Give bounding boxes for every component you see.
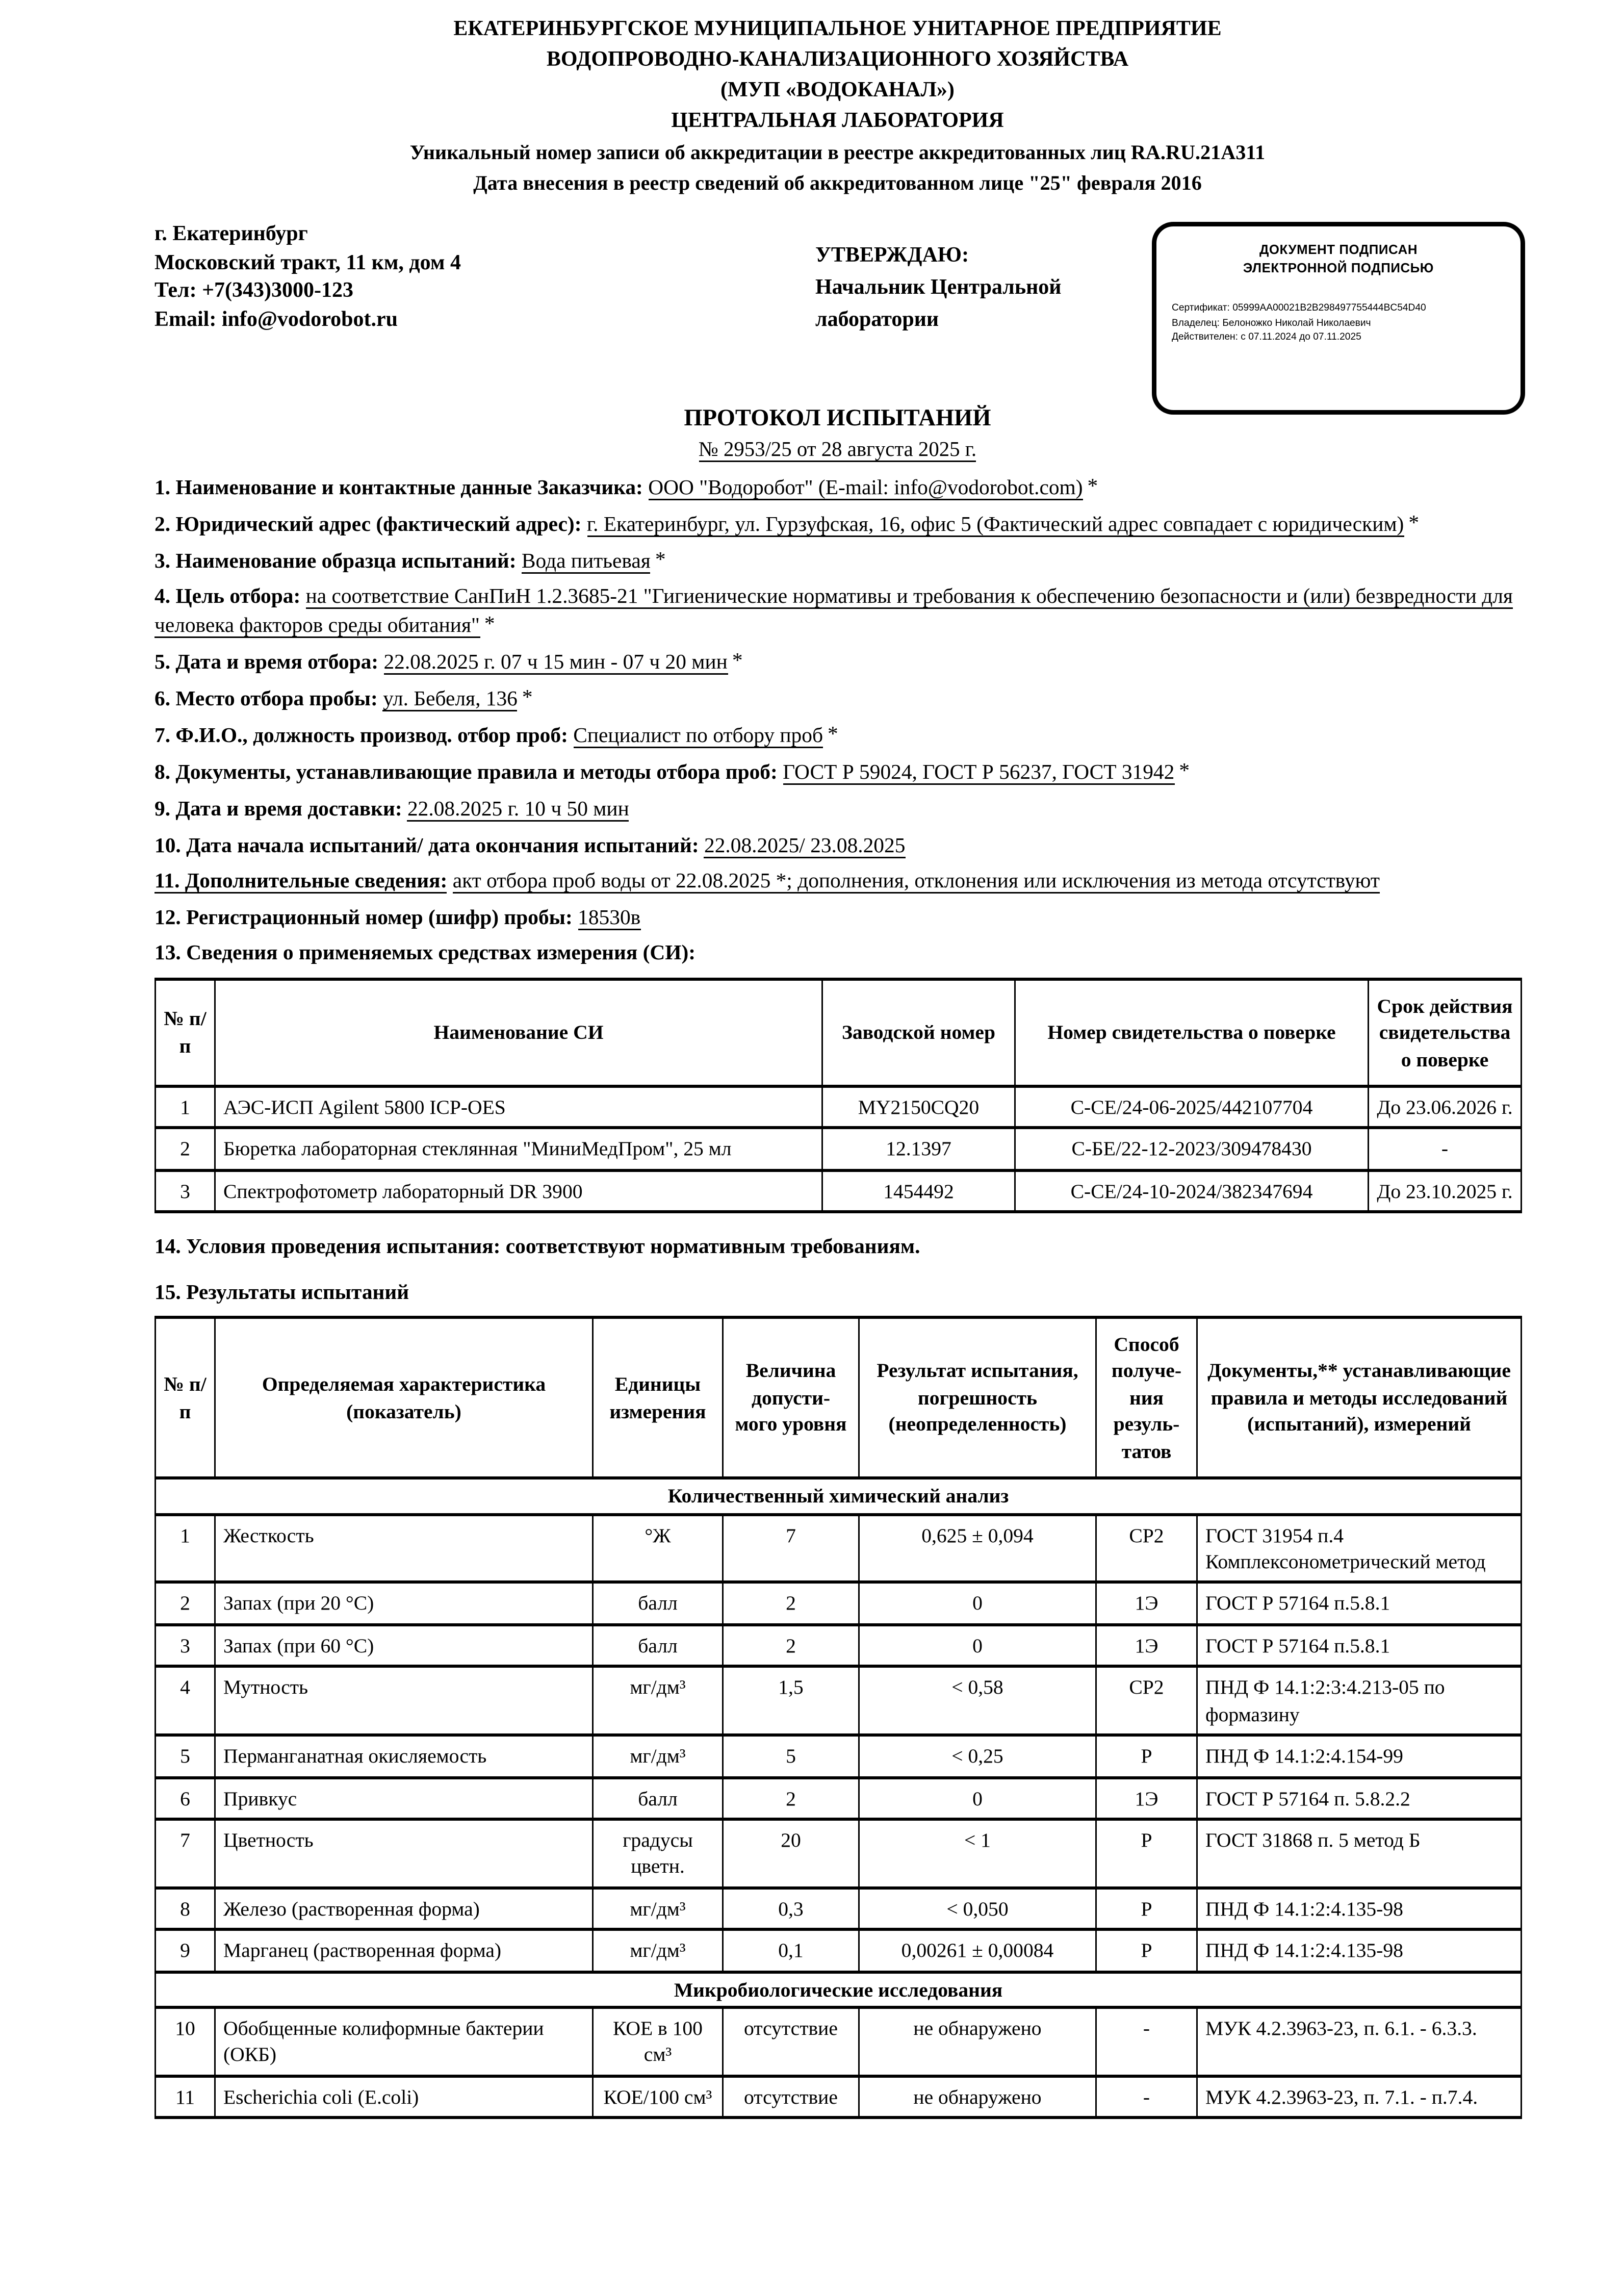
item-7-sampler (154, 721, 1521, 750)
column-header: Единицы измерения (593, 1317, 723, 1478)
table-cell: балл (593, 1777, 723, 1819)
org-name-line-2: ВОДОПРОВОДНО-КАНАЛИЗАЦИОННОГО ХОЗЯЙСТВА (546, 49, 1129, 72)
item-2-legal-address (154, 509, 1521, 539)
table-cell: 0 (859, 1624, 1096, 1666)
stamp-validity: Действителен: с 07.11.2024 до 07.11.2025 (1172, 333, 1361, 344)
table-cell: Цветность (215, 1819, 593, 1888)
table-row (156, 1887, 1522, 1929)
table-cell: Жесткость (215, 1514, 593, 1583)
column-header: Документы,** устанавливающие правила и методы исследований (испытаний), измерений (1197, 1317, 1522, 1478)
table-cell: МУК 4.2.3963-23, п. 7.1. - п.7.4. (1197, 2076, 1522, 2118)
table-cell: 1 (156, 1514, 215, 1583)
footnote-asterisk: * (1408, 511, 1420, 534)
item-5-sampling-datetime (154, 647, 1521, 677)
table-cell: 7 (723, 1514, 859, 1583)
contact-address: Московский тракт, 11 км, дом 4 (154, 251, 461, 275)
table-cell: Спектрофотометр лабораторный DR 3900 (215, 1170, 822, 1212)
table-row (156, 1667, 1522, 1736)
item-10-test-dates (154, 830, 1521, 860)
table-section-row (156, 1478, 1522, 1514)
table-row (156, 1128, 1522, 1170)
section-title: Количественный химический анализ (156, 1478, 1522, 1514)
approver-title-line-1: Начальник Центральной (815, 277, 1062, 300)
table-cell: 2 (723, 1624, 859, 1666)
table-cell: 1454492 (822, 1170, 1015, 1212)
table-cell: Р (1096, 1887, 1197, 1929)
table-cell: ПНД Ф 14.1:2:3:4.213-05 по формазину (1197, 1667, 1522, 1736)
table-cell: 0 (859, 1583, 1096, 1624)
column-header: Результат испытания, погрешность (неопределенность) (859, 1317, 1096, 1478)
item-label: 3. Наименование образца испытаний: (154, 549, 517, 572)
stamp-title (1172, 242, 1505, 277)
table-cell: До 23.10.2025 г. (1369, 1170, 1522, 1212)
table-row (156, 1170, 1522, 1212)
contact-phone: Тел: +7(343)3000-123 (154, 280, 353, 303)
org-short-name: (МУП «ВОДОКАНАЛ») (720, 80, 955, 103)
table-cell: Р (1096, 1930, 1197, 1972)
table-cell: 10 (156, 2007, 215, 2076)
table-cell: мг/дм³ (593, 1930, 723, 1972)
table-cell: МУК 4.2.3963-23, п. 6.1. - 6.3.3. (1197, 2007, 1522, 2076)
accreditation-number-line: Уникальный номер записи об аккредитации в реестре аккредитованных лиц RA.RU.21А311 (409, 141, 1266, 164)
table-cell: ПНД Ф 14.1:2:4.154-99 (1197, 1735, 1522, 1777)
table-cell: Железо (растворенная форма) (215, 1887, 593, 1929)
column-header: Заводской номер (822, 979, 1015, 1086)
footnote-asterisk: * (828, 722, 838, 745)
table-cell: ГОСТ Р 57164 п.5.8.1 (1197, 1583, 1522, 1624)
table-cell: мг/дм³ (593, 1887, 723, 1929)
item-3-sample-name (154, 546, 1521, 575)
table-cell: 1 (156, 1086, 215, 1128)
table-cell: ПНД Ф 14.1:2:4.135-98 (1197, 1887, 1522, 1929)
electronic-signature-stamp (1152, 222, 1525, 415)
item-value: ГОСТ Р 59024, ГОСТ Р 56237, ГОСТ 31942 (783, 760, 1174, 784)
item-4-sampling-purpose (154, 582, 1521, 640)
items-list (154, 473, 1521, 2120)
table-cell: не обнаружено (859, 2076, 1096, 2118)
section-title: Микробиологические исследования (156, 1972, 1522, 2007)
table-cell: мг/дм³ (593, 1667, 723, 1736)
item-11-additional-info (154, 866, 1521, 896)
table-cell: АЭС-ИСП Agilent 5800 ICP-OES (215, 1086, 822, 1128)
column-header: Способ получе- ния резуль- татов (1096, 1317, 1197, 1478)
org-header (154, 15, 1521, 199)
table-cell: С-СЕ/24-06-2025/442107704 (1015, 1086, 1369, 1128)
document-number-line (154, 438, 1521, 462)
table-cell: ПНД Ф 14.1:2:4.135-98 (1197, 1930, 1522, 1972)
lab-name: ЦЕНТРАЛЬНАЯ ЛАБОРАТОРИЯ (671, 110, 1004, 133)
table-cell: Бюретка лабораторная стеклянная "МиниМедПром", 25 мл (215, 1128, 822, 1170)
item-value: 22.08.2025 г. 10 ч 50 мин (407, 797, 629, 821)
table-cell: 2 (723, 1777, 859, 1819)
item-label: 5. Дата и время отбора: (154, 650, 379, 674)
table-cell: Привкус (215, 1777, 593, 1819)
table-cell: ГОСТ 31868 п. 5 метод Б (1197, 1819, 1522, 1888)
table-row (156, 1735, 1522, 1777)
table-cell: < 0,58 (859, 1667, 1096, 1736)
approval-label: УТВЕРЖДАЮ: (815, 245, 969, 268)
item-label: 15. Результаты испытаний (154, 1280, 409, 1303)
footnote-asterisk: * (655, 547, 666, 571)
table-cell: 2 (156, 1128, 215, 1170)
table-cell: КОЕ в 100 см³ (593, 2007, 723, 2076)
item-14-test-conditions (154, 1234, 1521, 1262)
item-label: 9. Дата и время доставки: (154, 796, 402, 820)
table-row (156, 1624, 1522, 1666)
item-label: 6. Место отбора пробы: (154, 686, 378, 710)
table-cell: < 0,050 (859, 1887, 1096, 1929)
table-cell: Обобщенные колиформные бактерии (ОКБ) (215, 2007, 593, 2076)
table-cell: отсутствие (723, 2076, 859, 2118)
item-13-si-heading (154, 940, 1521, 968)
contact-email: Email: info@vodorobot.ru (154, 308, 398, 331)
item-value: 22.08.2025/ 23.08.2025 (704, 833, 905, 858)
table-row (156, 1777, 1522, 1819)
table-cell: 0,3 (723, 1887, 859, 1929)
item-value: Специалист по отбору проб (573, 724, 823, 748)
table-cell: 0,00261 ± 0,00084 (859, 1930, 1096, 1972)
item-value: 22.08.2025 г. 07 ч 15 мин - 07 ч 20 мин (383, 650, 727, 675)
table-cell: СР2 (1096, 1514, 1197, 1583)
table-cell: 0,1 (723, 1930, 859, 1972)
item-value: ООО "Водоробот" (E-mail: info@vodorobot.com) (648, 476, 1083, 500)
contact-city: г. Екатеринбург (154, 223, 308, 246)
test-results-table (154, 1316, 1522, 2120)
column-header: Срок действия свидетельства о поверке (1369, 979, 1522, 1086)
table-cell: - (1096, 2007, 1197, 2076)
document-title: ПРОТОКОЛ ИСПЫТАНИЙ (684, 405, 991, 431)
item-8-sampling-method-docs (154, 757, 1521, 786)
table-cell: Р (1096, 1819, 1197, 1888)
table-cell: отсутствие (723, 2007, 859, 2076)
item-value: акт отбора проб воды от 22.08.2025 *; дополнения, отклонения или исключения из метода отсутствуют (453, 870, 1380, 894)
table-cell: 5 (723, 1735, 859, 1777)
stamp-certificate: Сертификат: 05999AA00021B2B298497755444BC54D40 (1172, 303, 1426, 314)
table-cell: ГОСТ Р 57164 п.5.8.1 (1197, 1624, 1522, 1666)
table-row (156, 1514, 1522, 1583)
footnote-asterisk: * (1179, 758, 1190, 782)
stamp-details (1172, 302, 1505, 346)
table-cell: Перманганатная окисляемость (215, 1735, 593, 1777)
column-header: Величина допусти- мого уровня (723, 1317, 859, 1478)
table-cell: Запах (при 60 °С) (215, 1624, 593, 1666)
table-row (156, 2076, 1522, 2118)
table-row (156, 1819, 1522, 1888)
table-cell: С-БЕ/22-12-2023/309478430 (1015, 1128, 1369, 1170)
item-value: г. Екатеринбург, ул. Гурзуфская, 16, офис 5 (Фактический адрес совпадает с юридическим) (587, 513, 1404, 537)
item-label: 7. Ф.И.О., должность производ. отбор проб: (154, 723, 568, 747)
table-cell: До 23.06.2026 г. (1369, 1086, 1522, 1128)
table-cell: 0 (859, 1777, 1096, 1819)
table-cell: 20 (723, 1819, 859, 1888)
footnote-asterisk: * (484, 612, 495, 635)
table-header-row (156, 979, 1522, 1086)
table-row (156, 1930, 1522, 1972)
column-header: Номер свидетельства о поверке (1015, 979, 1369, 1086)
stamp-title-line-2: ЭЛЕКТРОННОЙ ПОДПИСЬЮ (1243, 259, 1434, 275)
table-cell: С-СЕ/24-10-2024/382347694 (1015, 1170, 1369, 1212)
table-cell: ГОСТ Р 57164 п. 5.8.2.2 (1197, 1777, 1522, 1819)
table-cell: 5 (156, 1735, 215, 1777)
item-12-sample-reg-number (154, 903, 1521, 933)
table-cell: 2 (156, 1583, 215, 1624)
table-cell: - (1096, 2076, 1197, 2118)
item-1-customer (154, 473, 1521, 502)
info-row (154, 222, 1521, 375)
item-label: 8. Документы, устанавливающие правила и методы отбора проб: (154, 760, 778, 783)
measuring-instruments-table (154, 977, 1522, 1214)
approval-block (815, 240, 1061, 337)
item-15-results-heading (154, 1279, 1521, 1307)
table-cell: 6 (156, 1777, 215, 1819)
table-cell: 1Э (1096, 1624, 1197, 1666)
item-value: ул. Бебеля, 136 (383, 687, 518, 711)
item-label: 10. Дата начала испытаний/ дата окончания испытаний: (154, 833, 699, 856)
table-cell: мг/дм³ (593, 1735, 723, 1777)
table-cell: 3 (156, 1624, 215, 1666)
table-cell: ГОСТ 31954 п.4 Комплексонометрический метод (1197, 1514, 1522, 1583)
table-cell: 8 (156, 1887, 215, 1929)
column-header: № п/п (156, 1317, 215, 1478)
item-label: 14. Условия проведения испытания: соответствуют нормативным требованиям. (154, 1235, 920, 1258)
table-row (156, 2007, 1522, 2076)
table-cell: 1Э (1096, 1777, 1197, 1819)
table-cell: СР2 (1096, 1667, 1197, 1736)
table-cell: не обнаружено (859, 2007, 1096, 2076)
item-label: 12. Регистрационный номер (шифр) пробы: (154, 906, 573, 930)
table-section-row (156, 1972, 1522, 2007)
item-label: 4. Цель отбора: (154, 584, 301, 607)
table-cell: 3 (156, 1170, 215, 1212)
table-header-row (156, 1317, 1522, 1478)
document-number-value: № 2953/25 от 28 августа 2025 г. (699, 438, 976, 462)
table-cell: 11 (156, 2076, 215, 2118)
table-cell: 1,5 (723, 1667, 859, 1736)
item-label: 13. Сведения о применяемых средствах измерения (СИ): (154, 941, 696, 964)
column-header: Определяемая характеристика (показатель) (215, 1317, 593, 1478)
table-cell: 0,625 ± 0,094 (859, 1514, 1096, 1583)
table-row (156, 1583, 1522, 1624)
table-cell: КОЕ/100 см³ (593, 2076, 723, 2118)
item-value: Вода питьевая (522, 549, 651, 573)
table-cell: 12.1397 (822, 1128, 1015, 1170)
footnote-asterisk: * (1087, 474, 1098, 497)
table-cell: Марганец (растворенная форма) (215, 1930, 593, 1972)
item-label: 2. Юридический адрес (фактический адрес): (154, 512, 582, 535)
org-name-line-1: ЕКАТЕРИНБУРГСКОЕ МУНИЦИПАЛЬНОЕ УНИТАРНОЕ ПРЕДПРИЯТИЕ (453, 18, 1222, 41)
item-label: 1. Наименование и контактные данные Заказчика: (154, 476, 643, 499)
item-label: 11. Дополнительные сведения: (154, 870, 447, 894)
item-9-delivery-datetime (154, 794, 1521, 823)
table-cell: MY2150CQ20 (822, 1086, 1015, 1128)
table-cell: 9 (156, 1930, 215, 1972)
table-cell: градусы цветн. (593, 1819, 723, 1888)
table-cell: 7 (156, 1819, 215, 1888)
item-value: 18530в (578, 906, 640, 931)
table-cell: балл (593, 1583, 723, 1624)
table-cell: °Ж (593, 1514, 723, 1583)
stamp-owner: Владелец: Белоножко Николай Николаевич (1172, 318, 1371, 329)
table-cell: Р (1096, 1735, 1197, 1777)
table-cell: балл (593, 1624, 723, 1666)
table-cell: < 0,25 (859, 1735, 1096, 1777)
table-cell: - (1369, 1128, 1522, 1170)
table-cell: Escherichia coli (E.coli) (215, 2076, 593, 2118)
accreditation-date-line: Дата внесения в реестр сведений об аккредитованном лице "25" февраля 2016 (473, 171, 1202, 194)
column-header: Наименование СИ (215, 979, 822, 1086)
stamp-title-line-1: ДОКУМЕНТ ПОДПИСАН (1259, 242, 1418, 257)
approver-title-line-2: лаборатории (815, 309, 939, 332)
table-cell: Запах (при 20 °С) (215, 1583, 593, 1624)
table-cell: 2 (723, 1583, 859, 1624)
item-6-sampling-place (154, 684, 1521, 713)
table-cell: < 1 (859, 1819, 1096, 1888)
item-value: на соответствие СанПиН 1.2.3685-21 "Гигиенические нормативы и требования к обеспечению безопасности и (или) безвредности для человека факторов среды обитания" (154, 584, 1513, 638)
table-row (156, 1086, 1522, 1128)
table-cell: 1Э (1096, 1583, 1197, 1624)
table-cell: 4 (156, 1667, 215, 1736)
footnote-asterisk: * (732, 649, 743, 672)
table-cell: Мутность (215, 1667, 593, 1736)
column-header: № п/п (156, 979, 215, 1086)
footnote-asterisk: * (522, 685, 533, 708)
